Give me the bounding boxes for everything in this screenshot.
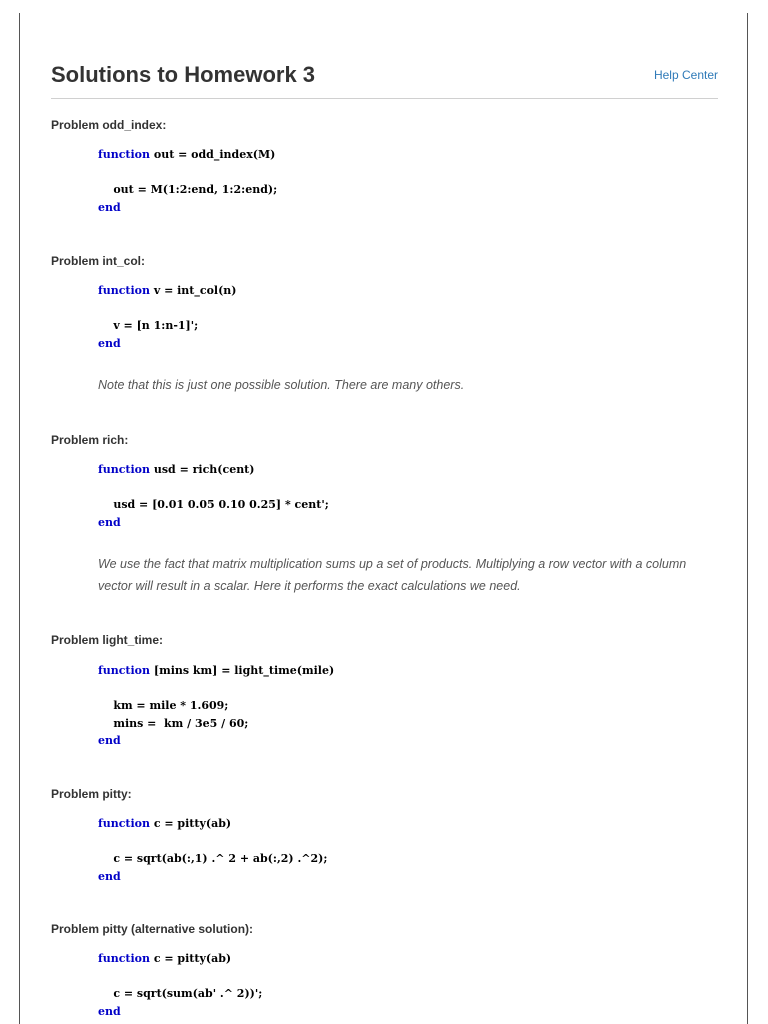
code-text: c = sqrt(sum(ab' .^ 2))'; [98, 987, 263, 1000]
code-keyword: end [98, 1004, 121, 1018]
code-block [98, 282, 237, 352]
code-text: out = M(1:2:end, 1:2:end); [98, 183, 278, 196]
code-line [98, 833, 327, 851]
code-line [98, 950, 262, 968]
code-keyword: function [98, 817, 151, 830]
code-keyword: function [98, 463, 151, 476]
code-block [98, 461, 329, 531]
code-line [98, 868, 327, 886]
code-line [98, 335, 237, 353]
code-line [98, 697, 334, 715]
code-line [98, 968, 262, 986]
solution-note: We use the fact that matrix multiplication sums up a set of products. Multiplying a row vector with a column vector will result in a scalar. Here it performs the exact calculations we need. [98, 557, 687, 593]
code-text: usd = rich(cent) [150, 463, 255, 476]
code-line [98, 732, 334, 750]
code-keyword: end [98, 336, 121, 350]
code-keyword: function [98, 284, 151, 297]
code-keyword: end [98, 515, 121, 529]
code-block [98, 146, 277, 216]
code-line [98, 300, 237, 318]
code-block [98, 950, 262, 1020]
code-line [98, 815, 327, 833]
code-keyword: function [98, 148, 151, 161]
code-text: c = pitty(ab) [150, 952, 232, 965]
code-text: v = int_col(n) [150, 284, 237, 297]
code-line [98, 715, 334, 733]
code-text: out = odd_index(M) [150, 148, 276, 161]
code-line [98, 496, 329, 514]
code-text: c = sqrt(ab(:,1) .^ 2 + ab(:,2) .^2); [98, 852, 328, 865]
code-text: mins = km / 3e5 / 60; [98, 716, 249, 730]
problem-title: Problem int_col: [51, 254, 146, 268]
code-line [98, 199, 277, 217]
solution-note: Note that this is just one possible solution. There are many others. [98, 378, 465, 392]
code-line [98, 146, 277, 164]
code-text: usd = [0.01 0.05 0.10 0.25] * cent'; [98, 498, 329, 511]
help-center-link[interactable]: Help Center [653, 68, 718, 82]
code-text: [mins km] = light_time(mile) [150, 664, 335, 677]
code-line [98, 1003, 262, 1021]
code-line [98, 282, 237, 300]
problem-title: Problem pitty: [51, 787, 132, 801]
code-keyword: end [98, 200, 121, 214]
code-block [98, 662, 334, 750]
code-keyword: function [98, 952, 151, 965]
code-text: km = mile * 1.609; [98, 699, 229, 712]
problem-title: Problem rich: [51, 433, 129, 447]
page-title: Solutions to Homework 3 [51, 62, 316, 87]
code-block [98, 815, 327, 885]
problem-title: Problem light_time: [51, 633, 164, 647]
code-line [98, 514, 329, 532]
code-line [98, 181, 277, 199]
code-keyword: end [98, 869, 121, 883]
problem-title: Problem odd_index: [51, 118, 167, 132]
code-text: v = [n 1:n-1]'; [98, 319, 199, 332]
code-line [98, 662, 334, 680]
code-line [98, 680, 334, 698]
code-line [98, 317, 237, 335]
page-header [51, 60, 718, 99]
code-line [98, 850, 327, 868]
problem-title: Problem pitty (alternative solution): [51, 922, 254, 936]
code-line [98, 461, 329, 479]
code-line [98, 985, 262, 1003]
code-keyword: end [98, 734, 121, 747]
code-line [98, 164, 277, 182]
code-line [98, 479, 329, 497]
code-text: c = pitty(ab) [150, 817, 232, 830]
code-keyword: function [98, 664, 151, 677]
